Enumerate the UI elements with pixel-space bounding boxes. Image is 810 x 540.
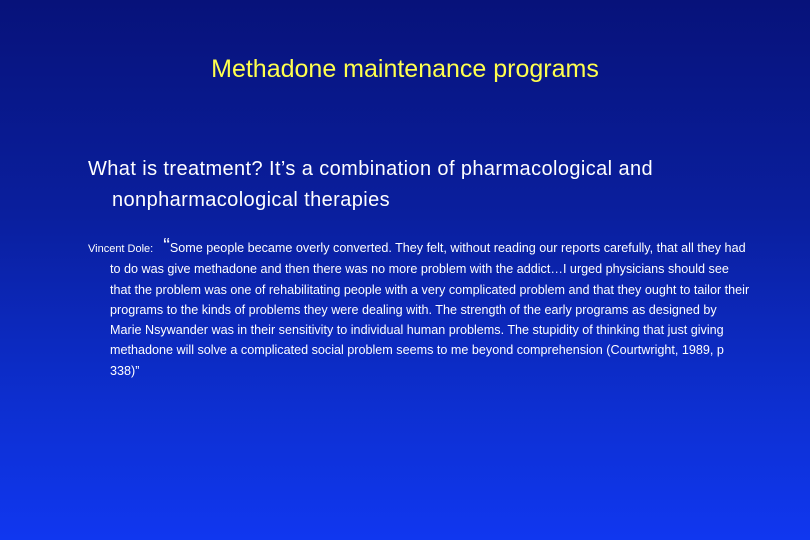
open-quote-mark: “ [163,235,170,257]
slide-title: Methadone maintenance programs [211,55,599,83]
quote-speaker: Vincent Dole: [88,243,154,255]
quote-text: Some people became overly converted. They felt, without reading our reports carefully, that all they had to do was give methadone and then there was no more problem with the addict…I urged physicians should see that the problem was one of rehabilitating people with a very complicated problem and that they ought to tailor their programs to the kinds of problems they were dealing with. The strength of the early programs as designed by Marie Nsywander was in their sensitivity to individual human problems. The stupidity of thinking that just giving methadone will solve a complicated social problem seems to me beyond comprehension (Courtwright, 1989, p 338)” [110,241,750,378]
main-bullet-text: What is treatment? It’s a combination of pharmacological and nonpharmacological therapies [88,158,654,211]
quote-block [88,235,750,381]
